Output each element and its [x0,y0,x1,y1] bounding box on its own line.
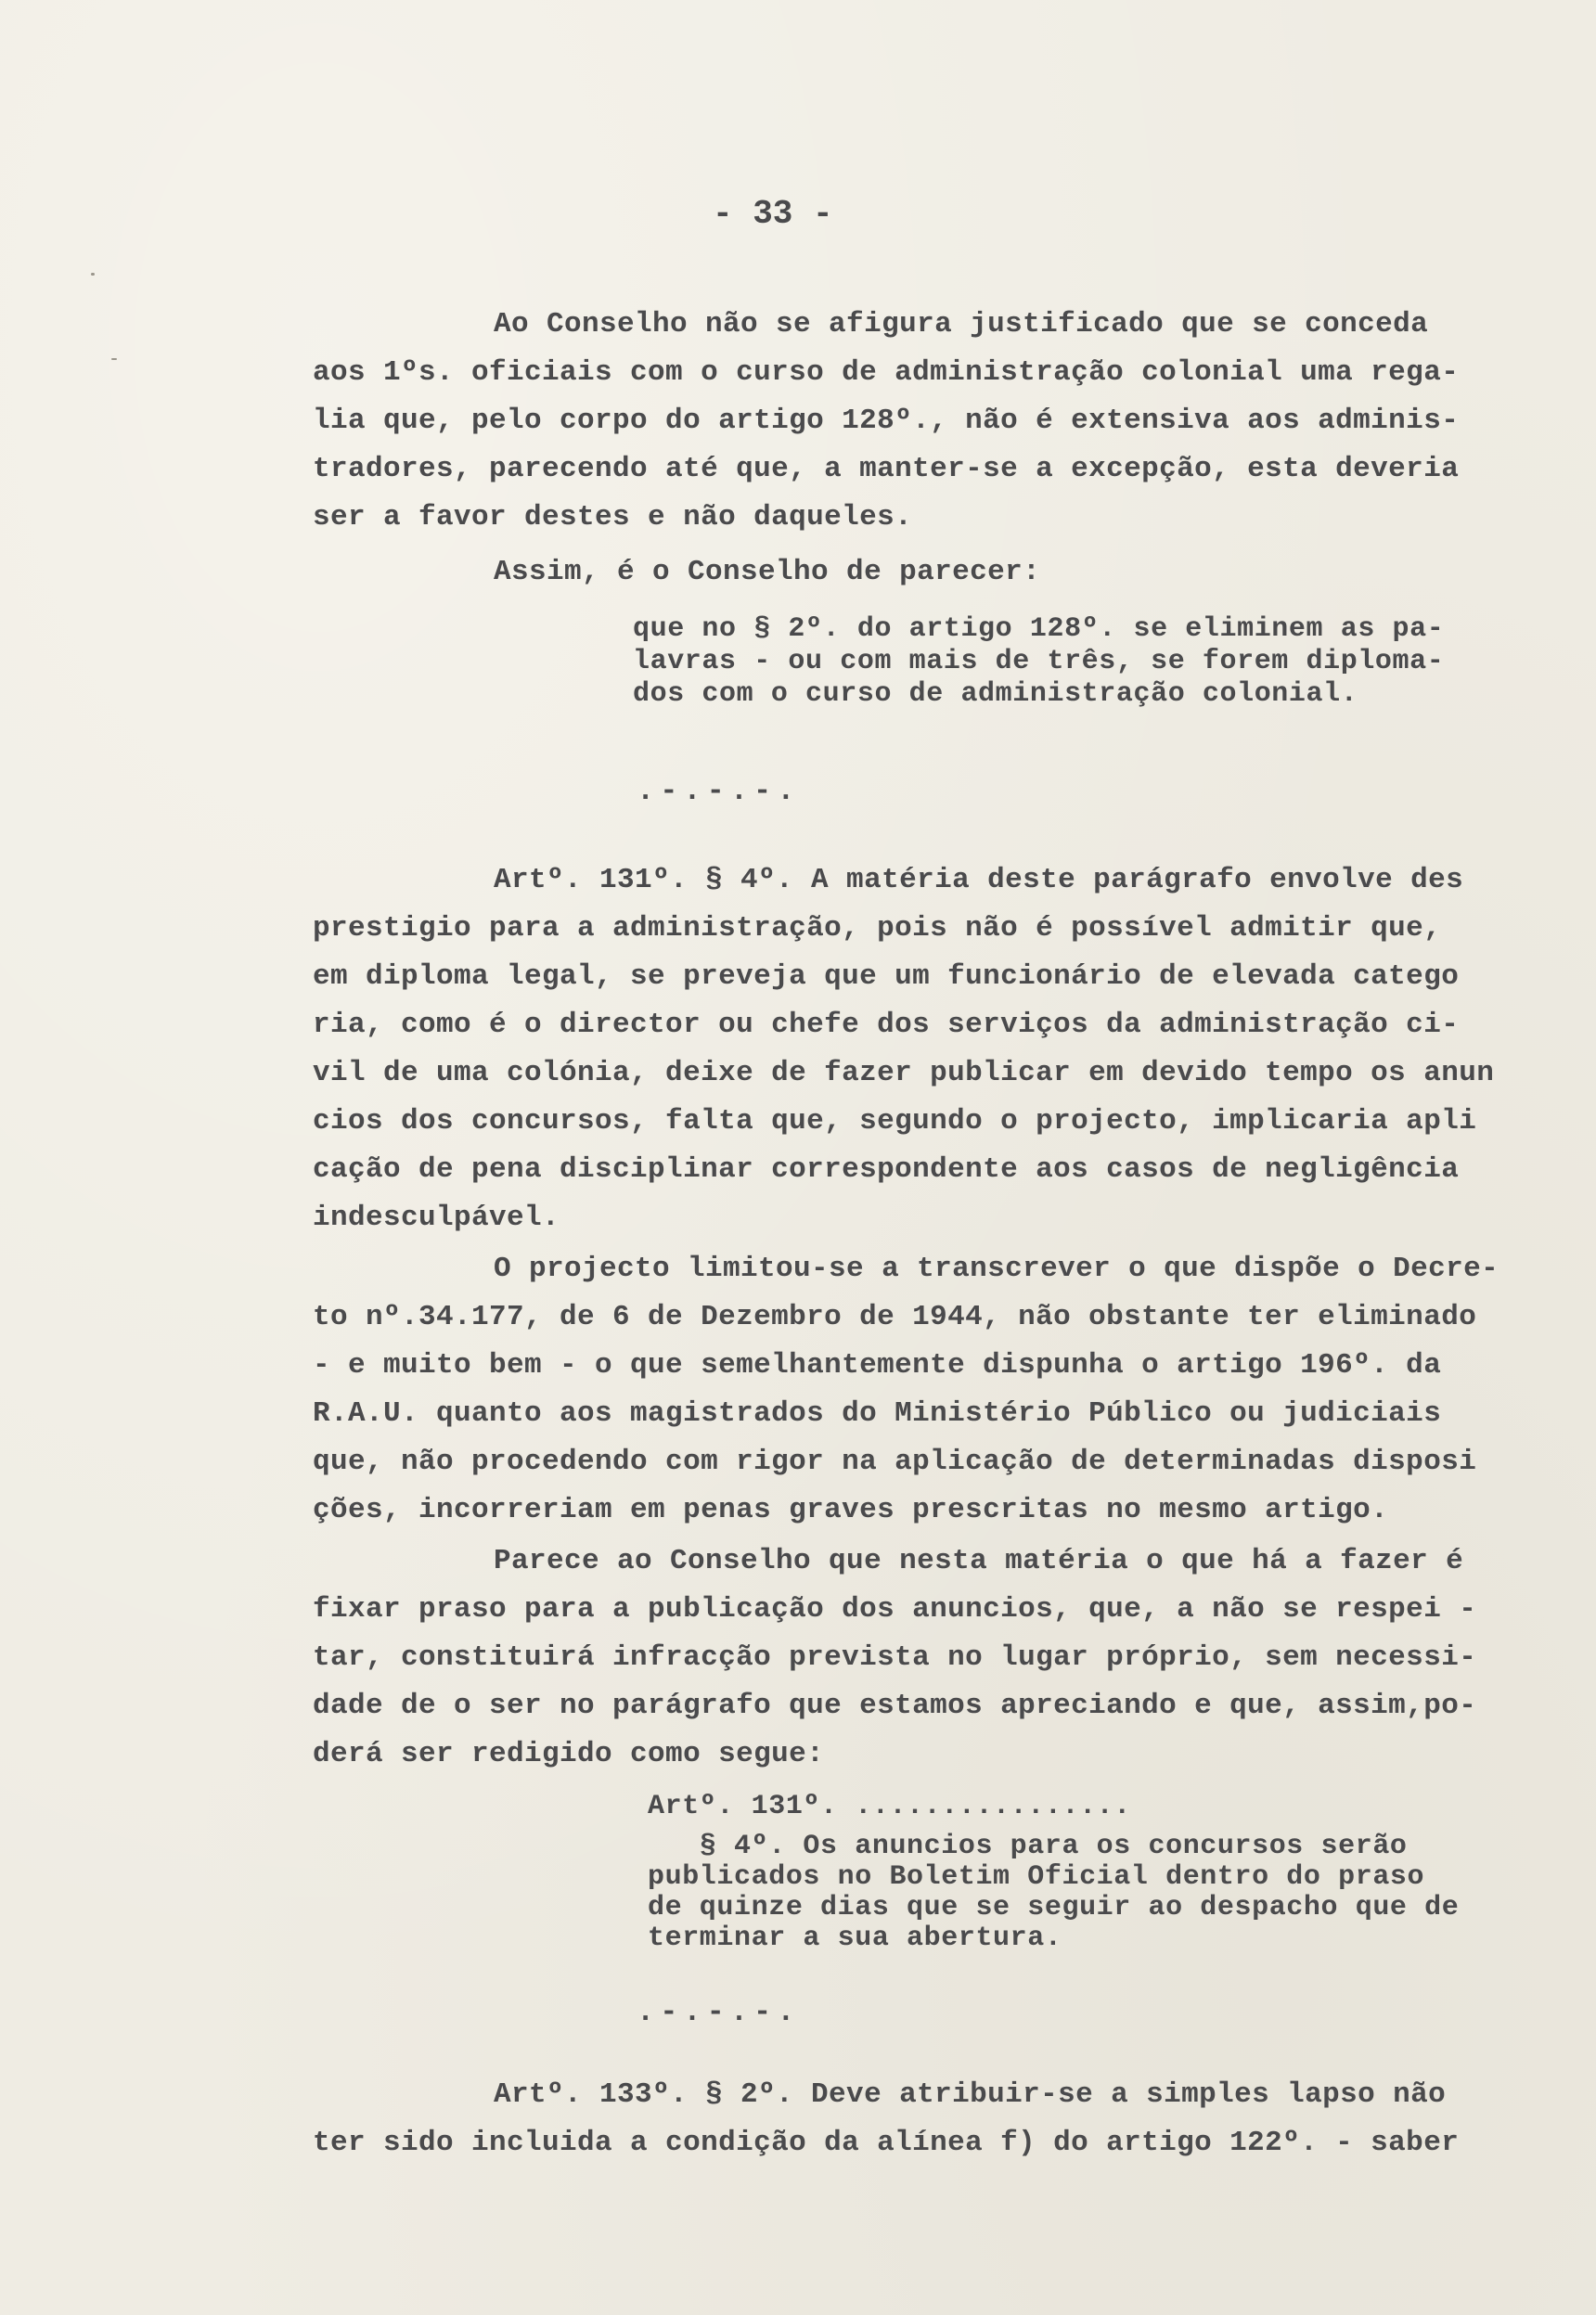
text-line: cios dos concursos, falta que, segundo o projecto, implicaria apli [313,1105,1477,1138]
text-line: - e muito bem - o que semelhantemente dispunha o artigo 196º. da [313,1349,1442,1382]
text-line: ções, incorreriam em penas graves prescritas no mesmo artigo. [313,1494,1389,1526]
text-line: Artº. 131º. § 4º. A matéria deste parágrafo envolve des [494,864,1464,896]
text-line: derá ser redigido como segue: [313,1738,825,1770]
section-separator: .-.-.-. [637,774,801,808]
paper-speck [111,358,117,360]
text-line: aos 1ºs. oficiais com o curso de administração colonial uma rega- [313,356,1460,389]
quoted-text-line: lavras - ou com mais de três, se forem diploma- [633,646,1445,677]
quoted-text-line: dos com o curso de administração colonial. [633,678,1358,710]
text-line: Assim, é o Conselho de parecer: [494,556,1041,588]
quoted-text-line: publicados no Boletim Oficial dentro do praso [648,1861,1425,1893]
quoted-text-line: terminar a sua abertura. [648,1923,1062,1954]
text-line: fixar praso para a publicação dos anuncios, que, a não se respei - [313,1593,1477,1626]
quoted-text-line: de quinze dias que se seguir ao despacho que de [648,1892,1460,1923]
text-line: cação de pena disciplinar correspondente aos casos de negligência [313,1153,1460,1186]
quoted-article-heading: Artº. 131º. ................ [648,1791,1131,1822]
text-line: ter sido incluida a condição da alínea f) do artigo 122º. - saber [313,2127,1460,2159]
text-line: Parece ao Conselho que nesta matéria o que há a fazer é [494,1545,1464,1577]
text-line: lia que, pelo corpo do artigo 128º., não é extensiva aos adminis- [313,405,1460,437]
text-line: vil de uma colónia, deixe de fazer publicar em devido tempo os anun [313,1057,1495,1089]
quoted-text-line: que no § 2º. do artigo 128º. se eliminem as pa- [633,613,1445,645]
page-number: - 33 - [713,195,833,233]
text-line: em diploma legal, se preveja que um funcionário de elevada catego [313,960,1460,993]
text-line: tar, constituirá infracção prevista no lugar próprio, sem necessi- [313,1641,1477,1674]
text-line: ria, como é o director ou chefe dos serviços da administração ci- [313,1009,1460,1041]
text-line: to nº.34.177, de 6 de Dezembro de 1944, não obstante ter eliminado [313,1301,1477,1333]
text-line: indesculpável. [313,1202,560,1234]
text-line: dade de o ser no parágrafo que estamos apreciando e que, assim,po- [313,1690,1477,1722]
text-line: que, não procedendo com rigor na aplicação de determinadas disposi [313,1446,1477,1478]
text-line: tradores, parecendo até que, a manter-se a excepção, esta deveria [313,453,1460,485]
text-line: ser a favor destes e não daqueles. [313,501,913,534]
text-line: Artº. 133º. § 2º. Deve atribuir-se a simples lapso não [494,2078,1447,2111]
text-line: R.A.U. quanto aos magistrados do Ministério Público ou judiciais [313,1397,1442,1430]
text-line: Ao Conselho não se afigura justificado que se conceda [494,308,1429,341]
text-line: prestigio para a administração, pois não é possível admitir que, [313,912,1442,945]
section-separator: .-.-.-. [637,1995,801,2029]
quoted-text-line: § 4º. Os anuncios para os concursos serão [648,1831,1408,1862]
paper-speck [91,273,95,276]
text-line: O projecto limitou-se a transcrever o que dispõe o Decre- [494,1253,1499,1285]
